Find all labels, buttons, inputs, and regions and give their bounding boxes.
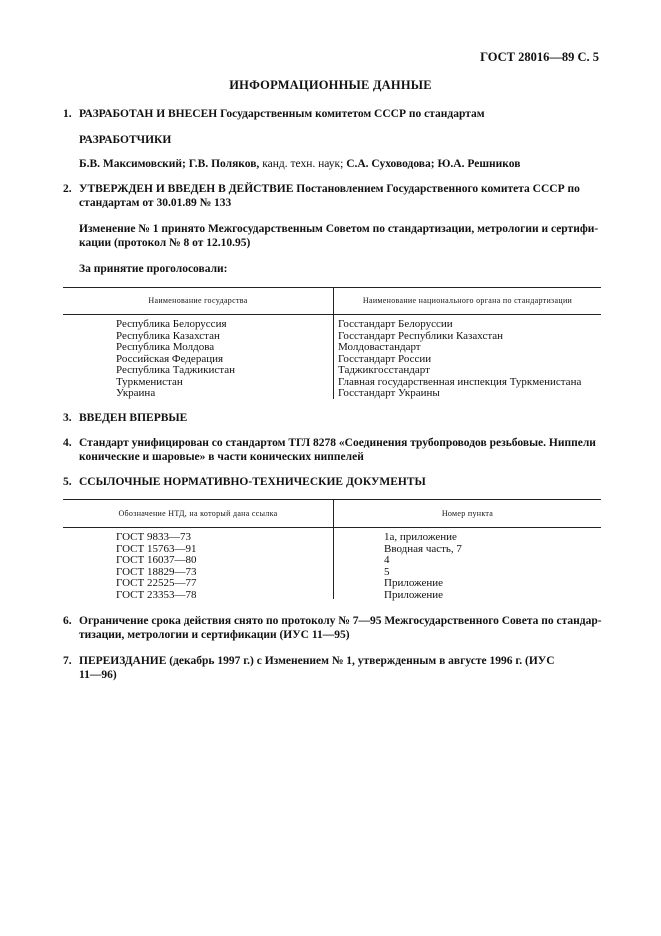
table-cell: Приложение [384, 588, 444, 601]
table1-header-state: Наименование государства [148, 296, 248, 305]
table-cell: Приложение [384, 577, 444, 589]
table-cell: 4 [384, 554, 390, 566]
item-5-text: ССЫЛОЧНЫЕ НОРМАТИВНО-ТЕХНИЧЕСКИЕ ДОКУМЕНТЫ [79, 476, 426, 488]
item-2-number: 2. [63, 183, 72, 195]
item-2-line1: УТВЕРЖДЕН И ВВЕДЕН В ДЕЙСТВИЕ Постановлением Государственного комитета СССР по [79, 183, 580, 195]
table-cell: Таджикгосстандарт [338, 364, 430, 376]
item-6-line1: Ограничение срока действия снято по протоколу № 7—95 Межгосударственного Совета по стандар- [79, 615, 602, 627]
table-cell: Республика Белоруссия [116, 318, 227, 330]
table-cell: Российская Федерация [116, 352, 224, 365]
item-4-line2: конические и шаровые» в части конических ниппелей [79, 451, 364, 463]
table-cell: ГОСТ 15763—91 [116, 542, 197, 555]
item-5 [63, 475, 426, 489]
table-cell: 1а, приложение [384, 531, 457, 543]
table1-header-body: Наименование национального органа по стандартизации [362, 296, 573, 305]
table-cell: ГОСТ 22525—77 [116, 577, 197, 589]
item-4-number: 4. [63, 437, 72, 449]
table-cell: Госстандарт Республики Казахстан [338, 329, 504, 342]
item-7-line1: ПЕРЕИЗДАНИЕ (декабрь 1997 г.) с Изменением № 1, утвержденным в августе 1996 г. (ИУС [79, 655, 555, 667]
item-3 [63, 411, 187, 425]
developers-heading: РАЗРАБОТЧИКИ [79, 134, 172, 146]
table1-top-rule [63, 287, 601, 288]
amendment-note [79, 222, 604, 250]
item-7 [63, 654, 608, 682]
item-7-line2: 11—96) [79, 669, 117, 681]
developers-list [79, 157, 520, 171]
table1-col2 [338, 319, 581, 400]
item-3-number: 3. [63, 412, 72, 424]
table-cell: Вводная часть, 7 [384, 542, 462, 555]
table-cell: Госстандарт России [338, 352, 432, 365]
item-4-line1: Стандарт унифицирован со стандартом ТГЛ 8278 «Соединения трубопроводов резьбовые. Ниппели [79, 437, 596, 449]
item-3-text: ВВЕДЕН ВПЕРВЫЕ [79, 412, 188, 424]
table2-header-clause: Номер пункта [441, 509, 494, 518]
table2-col2 [384, 532, 462, 601]
page-header-ref: ГОСТ 28016—89 С. 5 [480, 50, 599, 64]
item-6 [63, 614, 608, 642]
item-6-number: 6. [63, 615, 72, 627]
table-cell: ГОСТ 23353—78 [116, 588, 197, 601]
developers-names-1: Б.В. Максимовский; Г.В. Поляков, [79, 158, 260, 170]
page-title: ИНФОРМАЦИОННЫЕ ДАННЫЕ [229, 78, 432, 92]
amendment-line2: кации (протокол № 8 от 12.10.95) [79, 237, 251, 249]
table-cell: Госстандарт Украины [338, 387, 440, 399]
item-1-number: 1. [63, 108, 72, 120]
developers-names-2: С.А. Суховодова; Ю.А. Решников [346, 158, 521, 170]
amendment-line1: Изменение № 1 принято Межгосударственным Советом по стандартизации, метрологии и сертифи- [79, 223, 599, 235]
table-cell: Республика Казахстан [116, 329, 220, 342]
table-cell: Республика Таджикистан [116, 364, 235, 376]
table2-header-rule [63, 527, 601, 528]
table-cell: Украина [116, 387, 156, 399]
table-cell: Главная государственная инспекция Туркменистана [338, 375, 582, 388]
voted-label: За принятие проголосовали: [79, 263, 228, 275]
table1-col1 [116, 319, 235, 400]
table-cell: ГОСТ 18829—73 [116, 565, 197, 578]
table1-header-rule [63, 314, 601, 315]
item-2-line2: стандартам от 30.01.89 № 133 [79, 197, 232, 209]
developers-degree: канд. техн. наук; [259, 158, 347, 170]
table-cell: Республика Молдова [116, 341, 215, 353]
table-cell: 5 [384, 565, 390, 578]
item-5-number: 5. [63, 476, 72, 488]
item-1-text: РАЗРАБОТАН И ВНЕСЕН Государственным комитетом СССР по стандартам [79, 108, 485, 120]
table2-header-doc: Обозначение НТД, на который дана ссылка [118, 509, 278, 518]
item-7-number: 7. [63, 655, 72, 667]
table2-col1 [116, 532, 196, 601]
table-cell: ГОСТ 16037—80 [116, 554, 197, 566]
table-cell: Госстандарт Белоруссии [338, 318, 453, 330]
item-4 [63, 436, 608, 464]
item-1 [63, 107, 485, 121]
table-cell: Туркменистан [116, 375, 183, 388]
table-cell: ГОСТ 9833—73 [116, 531, 191, 543]
table2-top-rule [63, 499, 601, 500]
table-cell: Молдовастандарт [338, 341, 421, 353]
item-2 [63, 182, 603, 210]
item-6-line2: тизации, метрологии и сертификации (ИУС 11—95) [79, 629, 350, 641]
